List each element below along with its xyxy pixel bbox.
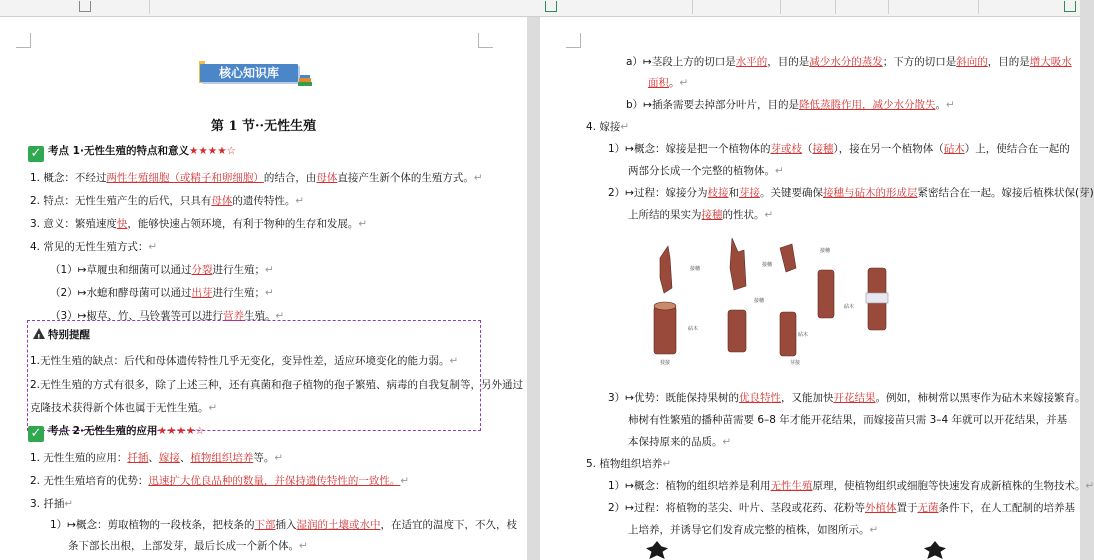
label-rootstock: 砧木	[844, 304, 855, 310]
sheet-icon[interactable]	[545, 1, 557, 12]
checkmark-icon: ✓	[28, 146, 44, 162]
paragraph: 3. 意义：繁殖速度快，能够快速占领环境，有利于物种的生存和发展。↵	[30, 218, 368, 230]
toolbar-divider	[835, 0, 836, 14]
grafting-illustration	[630, 238, 920, 368]
warning-icon	[33, 328, 45, 339]
margin-corner	[478, 33, 493, 48]
books-icon	[298, 75, 312, 87]
label-bud-graft: 芽接	[790, 360, 801, 366]
paragraph: 2. 特点：无性生殖产生的后代，只具有母体的遗传特性。↵	[30, 195, 305, 207]
paragraph: 4. 常见的无性生殖方式：↵	[30, 241, 158, 253]
grafted-stem	[818, 270, 834, 318]
toolbar-divider	[149, 0, 150, 14]
paragraph: 3. 扦插↵	[30, 498, 74, 510]
margin-corner	[16, 33, 31, 48]
list-item: 1）↦概念：植物的组织培养是利用无性生殖原理，使植物组织或细胞等快速发育成新植株的生物技术。↵	[608, 480, 1094, 492]
list-item: 条下部长出根，上部发芽，最后长成一个新个体。↵	[68, 540, 308, 552]
topic-heading-2: ✓ 考点 2·无性生殖的应用★★★★☆	[28, 423, 527, 442]
list-item: 上培养，并诱导它们发育成完整的植株，如图所示。↵	[628, 524, 879, 536]
rating-stars: ★★★★☆	[188, 145, 237, 157]
rating-stars: ★★★★☆	[157, 425, 205, 437]
list-item: 1）↦概念：嫁接是把一个植物体的芽或枝（接穗），接在另一个植物体（砧木）上，使结合在一起的	[608, 143, 1070, 155]
list-item: 2）↦过程：将植物的茎尖、叶片、茎段或花药、花粉等外植体置于无菌条件下，在人工配制的培养基	[608, 502, 1075, 514]
document-page-left	[0, 17, 527, 560]
knowledge-base-banner: 核心知识库	[200, 64, 298, 82]
scion-cutting	[730, 238, 746, 290]
list-item: a）↦茎段上方的切口是水平的，目的是减少水分的蒸发；下方的切口是斜向的，目的是增大吸水	[626, 56, 1072, 68]
paragraph: 5. 植物组织培养↵	[586, 458, 672, 470]
toolbar-divider	[978, 0, 979, 14]
label-scion: 接穗	[754, 298, 765, 304]
list-item: 本保持原来的品质。↵	[628, 436, 732, 448]
reminder-text: 克隆技术获得新个体也属于无性生殖。↵	[30, 402, 218, 414]
paragraph: 2. 无性生殖培育的优势：迅速扩大优良品种的数量，并保持遗传特性的一致性。↵	[30, 475, 410, 487]
list-item: 两部分长成一个完整的植物体。↵	[628, 165, 784, 177]
special-reminder-box	[27, 320, 524, 431]
sheet-icon[interactable]	[1064, 1, 1076, 12]
list-item: 柿树有性繁殖的播种苗需要 6–8 年才能开花结果，而嫁接苗只需 3–4 年就可以开花结果，并基	[628, 414, 1068, 426]
margin-corner	[566, 33, 581, 48]
label-scion: 接穗	[690, 266, 701, 272]
label-branch-graft: 枝接	[660, 360, 671, 366]
paragraph: 1. 无性生殖的应用：扦插、嫁接、植物组织培养等。↵	[30, 452, 284, 464]
label-rootstock: 砧木	[798, 332, 809, 338]
list-item: （2）↦水螅和酵母菌可以通过出芽进行生殖；↵	[50, 287, 274, 299]
paragraph: 4. 嫁接↵	[586, 121, 630, 133]
list-item: 3）↦优势：既能保持果树的优良特性，又能加快开花结果。例如，柿树常以黑枣作为砧木来嫁接繁育。	[608, 392, 1086, 404]
label-scion: 接穗	[762, 262, 773, 268]
paragraph: 1. 概念：不经过两性生殖细胞（或精子和卵细胞）的结合，由母体直接产生新个体的生殖方式。↵	[30, 172, 483, 184]
label-rootstock: 砧木	[688, 326, 699, 332]
list-item: 面积。↵	[648, 77, 689, 89]
toolbar-divider	[888, 0, 889, 14]
toolbar-divider	[692, 0, 693, 14]
list-item: （1）↦草履虫和细菌可以通过分裂进行生殖；↵	[50, 264, 274, 276]
list-item: 1）↦概念：剪取植物的一段枝条，把枝条的下部插入湿润的土壤或水中，在适宜的温度下，不久，枝	[50, 519, 517, 531]
reminder-text: 2.无性生殖的方式有很多，除了上述三种，还有真菌和孢子植物的孢子繁殖、病毒的自我复制等，另外通过	[30, 379, 524, 391]
ribbon-toolbar	[0, 0, 1080, 17]
list-item: b）↦插条需要去掉部分叶片，目的是降低蒸腾作用，减少水分散失。↵	[626, 99, 955, 111]
checkmark-icon: ✓	[28, 426, 44, 442]
rootstock	[654, 306, 676, 354]
topic-heading-1: ✓ 考点 1·无性生殖的特点和意义★★★★☆	[28, 143, 527, 162]
list-item: （3）↦椒草、竹、马铃薯等可以进行营养生殖。↵	[50, 310, 285, 322]
bud-scion	[780, 244, 796, 272]
toolbar-divider	[780, 0, 781, 14]
scion-cutting	[660, 246, 672, 293]
page-icon[interactable]	[79, 1, 91, 12]
rootstock	[780, 312, 796, 356]
label-scion: 接穗	[820, 248, 831, 254]
rootstock	[728, 310, 746, 352]
reminder-text: 1.无性生殖的缺点：后代和母体遗传特性几乎无变化，变异性差，适应环境变化的能力弱。↵	[30, 355, 459, 367]
reminder-title: !特别提醒	[33, 327, 480, 343]
section-title: 第 1 节··无性生殖	[210, 119, 317, 134]
list-item: 上所结的果实为接穗的性状。↵	[628, 209, 774, 221]
list-item: 2）↦过程：嫁接分为枝接和芽接。关键要确保接穗与砧木的形成层紧密结合在一起。嫁接后植株状保(芽)	[608, 187, 1094, 199]
